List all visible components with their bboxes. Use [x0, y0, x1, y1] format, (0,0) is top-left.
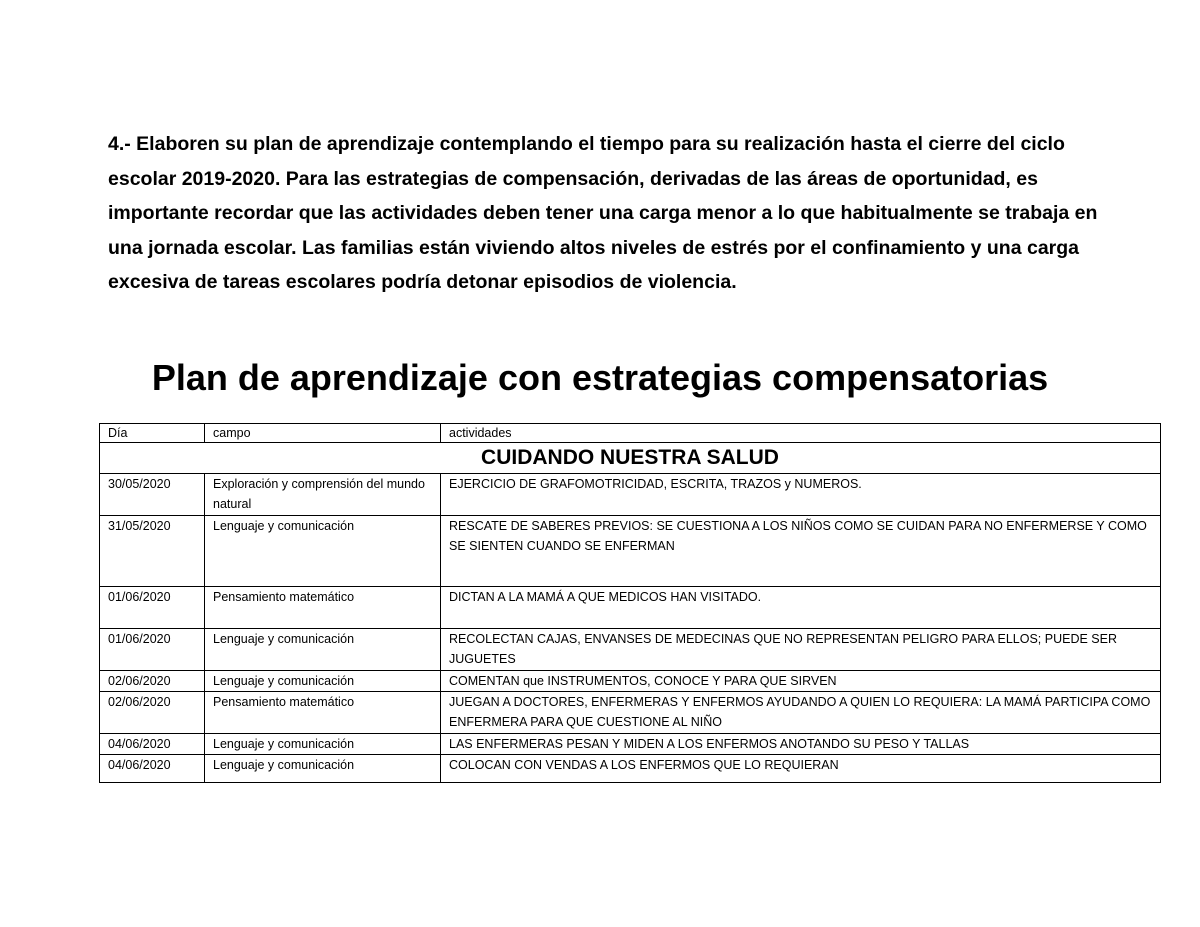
cell-campo: Pensamiento matemático — [205, 692, 441, 734]
header-dia: Día — [100, 424, 205, 443]
cell-actividad: COLOCAN CON VENDAS A LOS ENFERMOS QUE LO REQUIERAN — [441, 755, 1161, 783]
cell-dia: 02/06/2020 — [100, 671, 205, 692]
cell-actividad: JUEGAN A DOCTORES, ENFERMERAS Y ENFERMOS AYUDANDO A QUIEN LO REQUIERA: LA MAMÁ PARTICIPA COMO ENFERMERA PARA QUE CUESTIONE AL NIÑO — [441, 692, 1161, 734]
header-actividades: actividades — [441, 424, 1161, 443]
cell-campo: Lenguaje y comunicación — [205, 516, 441, 587]
cell-campo: Lenguaje y comunicación — [205, 671, 441, 692]
instructions-paragraph: 4.- Elaboren su plan de aprendizaje contemplando el tiempo para su realización hasta el cierre del ciclo escolar 2019-2020. Para las estrategias de compensación, derivadas de las áreas de oportunidad, es importante recordar que las actividades deben tener una carga menor a lo que habitualmente se trabaja en una jornada escolar. Las familias están viviendo altos niveles de estrés por el confinamiento y una carga excesiva de tareas escolares podría detonar episodios de violencia. — [108, 133, 1098, 293]
cell-campo: Lenguaje y comunicación — [205, 734, 441, 755]
cell-dia: 02/06/2020 — [100, 692, 205, 734]
cell-actividad: DICTAN A LA MAMÁ A QUE MEDICOS HAN VISITADO. — [441, 587, 1161, 629]
cell-actividad: EJERCICIO DE GRAFOMOTRICIDAD, ESCRITA, TRAZOS y NUMEROS. — [441, 474, 1161, 516]
cell-campo: Pensamiento matemático — [205, 587, 441, 629]
cell-dia: 01/06/2020 — [100, 587, 205, 629]
cell-campo: Lenguaje y comunicación — [205, 755, 441, 783]
cell-dia: 31/05/2020 — [100, 516, 205, 587]
cell-actividad: RECOLECTAN CAJAS, ENVANSES DE MEDECINAS QUE NO REPRESENTAN PELIGRO PARA ELLOS; PUEDE SER JUGUETES — [441, 629, 1161, 671]
cell-dia: 30/05/2020 — [100, 474, 205, 516]
table-row — [100, 734, 1161, 755]
document-title: Plan de aprendizaje con estrategias compensatorias — [151, 357, 1049, 398]
table-row — [100, 629, 1161, 671]
cell-campo: Lenguaje y comunicación — [205, 629, 441, 671]
table-row — [100, 671, 1161, 692]
section-title: CUIDANDO NUESTRA SALUD — [100, 443, 1161, 474]
cell-actividad: LAS ENFERMERAS PESAN Y MIDEN A LOS ENFERMOS ANOTANDO SU PESO Y TALLAS — [441, 734, 1161, 755]
table-row — [100, 516, 1161, 587]
cell-dia: 04/06/2020 — [100, 734, 205, 755]
header-campo: campo — [205, 424, 441, 443]
table-header-row — [100, 424, 1161, 443]
cell-actividad: RESCATE DE SABERES PREVIOS: SE CUESTIONA A LOS NIÑOS COMO SE CUIDAN PARA NO ENFERMERSE Y COMO SE SIENTEN CUANDO SE ENFERMAN — [441, 516, 1161, 587]
table-row — [100, 692, 1161, 734]
table-row — [100, 755, 1161, 783]
learning-plan-table — [99, 423, 1161, 783]
table-row — [100, 587, 1161, 629]
section-row — [100, 443, 1161, 474]
cell-dia: 01/06/2020 — [100, 629, 205, 671]
cell-dia: 04/06/2020 — [100, 755, 205, 783]
table-row — [100, 474, 1161, 516]
cell-actividad: COMENTAN que INSTRUMENTOS, CONOCE Y PARA QUE SIRVEN — [441, 671, 1161, 692]
cell-campo: Exploración y comprensión del mundo natural — [205, 474, 441, 516]
